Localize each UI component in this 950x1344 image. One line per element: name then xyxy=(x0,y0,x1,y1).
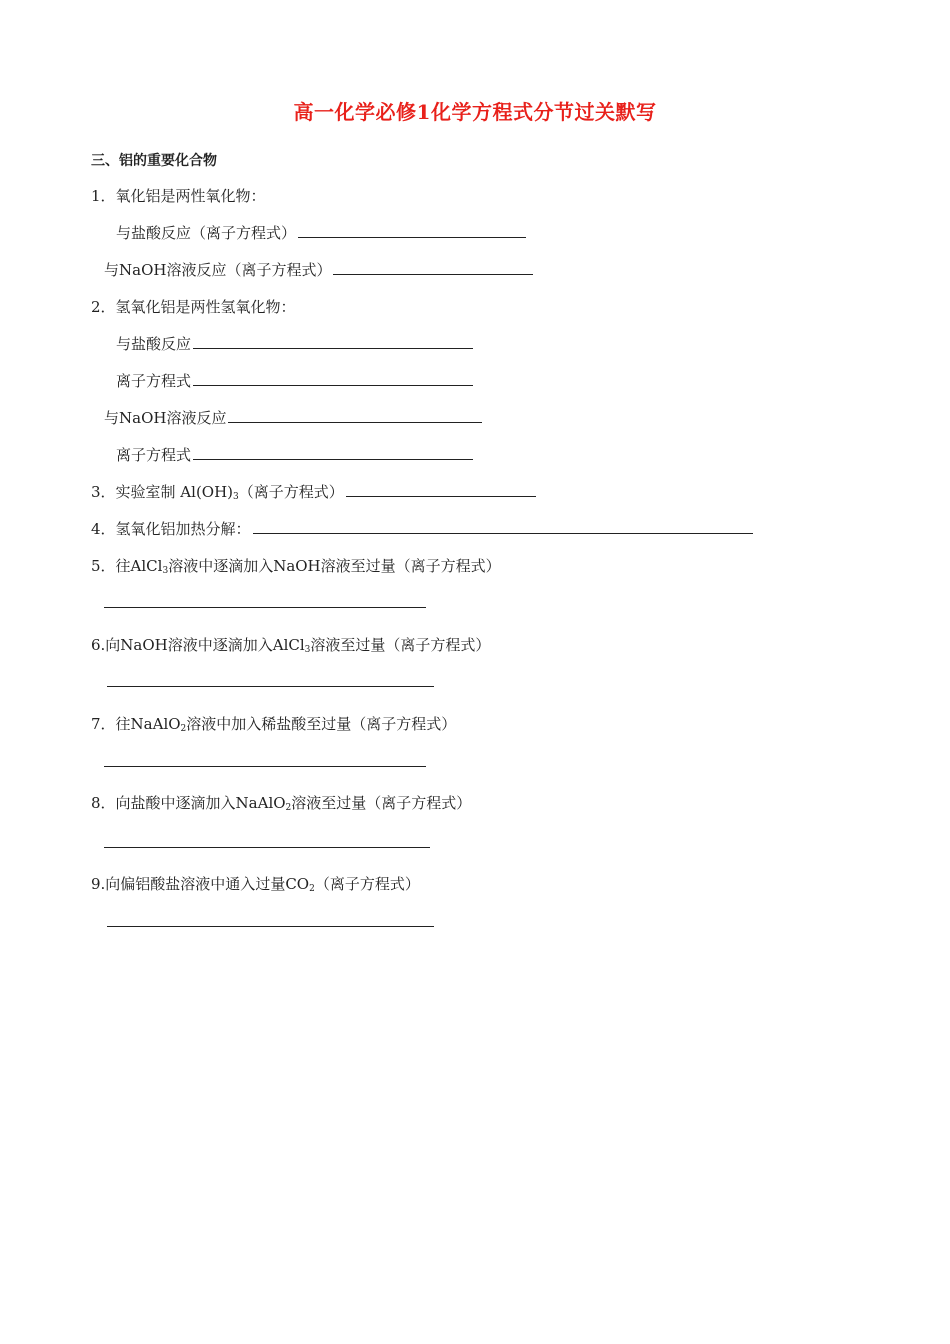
subscript: 3 xyxy=(304,645,311,655)
answer-blank[interactable] xyxy=(253,519,753,534)
question-text: 溶液中逐滴加入NaOH溶液至过量（离子方程式） xyxy=(168,557,501,575)
question-text: 8．向盐酸中逐滴加入NaAlO xyxy=(91,794,286,812)
question-text: 溶液中加入稀盐酸至过量（离子方程式） xyxy=(186,715,457,733)
question-text: 4．氢氧化铝加热分解： xyxy=(91,520,251,538)
answer-blank[interactable] xyxy=(193,371,473,386)
question-8 xyxy=(91,793,471,818)
question-9 xyxy=(91,874,420,899)
question-text: 3．实验室制 Al(OH) xyxy=(91,483,234,501)
answer-blank[interactable] xyxy=(193,445,473,460)
answer-blank[interactable] xyxy=(104,846,430,848)
question-1-hcl xyxy=(116,223,526,243)
question-3 xyxy=(91,482,536,507)
question-1 xyxy=(91,186,266,206)
section-heading: 三、铝的重要化合物 xyxy=(91,153,217,169)
subscript: 3 xyxy=(162,566,169,576)
question-text: 与盐酸反应（离子方程式） xyxy=(116,224,297,242)
question-text: 与NaOH溶液反应 xyxy=(104,409,227,427)
question-text: 离子方程式 xyxy=(116,446,192,464)
answer-blank[interactable] xyxy=(346,482,536,497)
subscript: 2 xyxy=(180,724,187,734)
question-text: 溶液至过量（离子方程式） xyxy=(310,636,491,654)
question-2-naoh xyxy=(104,408,482,428)
question-text: 7．往NaAlO xyxy=(91,715,181,733)
answer-blank[interactable] xyxy=(104,606,426,608)
question-text: 2．氢氧化铝是两性氢氧化物： xyxy=(91,298,296,316)
question-5 xyxy=(91,556,501,581)
question-6 xyxy=(91,635,490,660)
question-4 xyxy=(91,519,753,539)
answer-blank[interactable] xyxy=(193,334,473,349)
question-2-hcl xyxy=(116,334,473,354)
answer-blank[interactable] xyxy=(333,260,533,275)
answer-blank[interactable] xyxy=(107,925,434,927)
question-text: 5．往AlCl xyxy=(91,557,163,575)
subscript: 3 xyxy=(233,492,239,502)
answer-blank[interactable] xyxy=(104,765,426,767)
question-2 xyxy=(91,297,296,317)
question-text: 9.向偏铝酸盐溶液中通入过量CO xyxy=(91,875,310,893)
question-7 xyxy=(91,714,456,739)
question-text: 溶液至过量（离子方程式） xyxy=(291,794,472,812)
question-text: 1．氧化铝是两性氧化物： xyxy=(91,187,266,205)
subscript: 2 xyxy=(285,803,292,813)
question-text: 与NaOH溶液反应（离子方程式） xyxy=(104,261,332,279)
answer-blank[interactable] xyxy=(298,223,526,238)
question-2-hcl-ionic xyxy=(116,371,473,391)
question-1-naoh xyxy=(104,260,533,280)
question-text: 6.向NaOH溶液中逐滴加入AlCl xyxy=(91,636,305,654)
question-text: （离子方程式） xyxy=(238,483,344,501)
question-2-naoh-ionic xyxy=(116,445,473,465)
page-title: 高一化学必修1化学方程式分节过关默写 xyxy=(293,100,657,124)
question-text: 与盐酸反应 xyxy=(116,335,192,353)
question-text: 离子方程式 xyxy=(116,372,192,390)
subscript: 2 xyxy=(309,884,315,894)
question-text: （离子方程式） xyxy=(314,875,420,893)
answer-blank[interactable] xyxy=(228,408,482,423)
answer-blank[interactable] xyxy=(107,685,434,687)
